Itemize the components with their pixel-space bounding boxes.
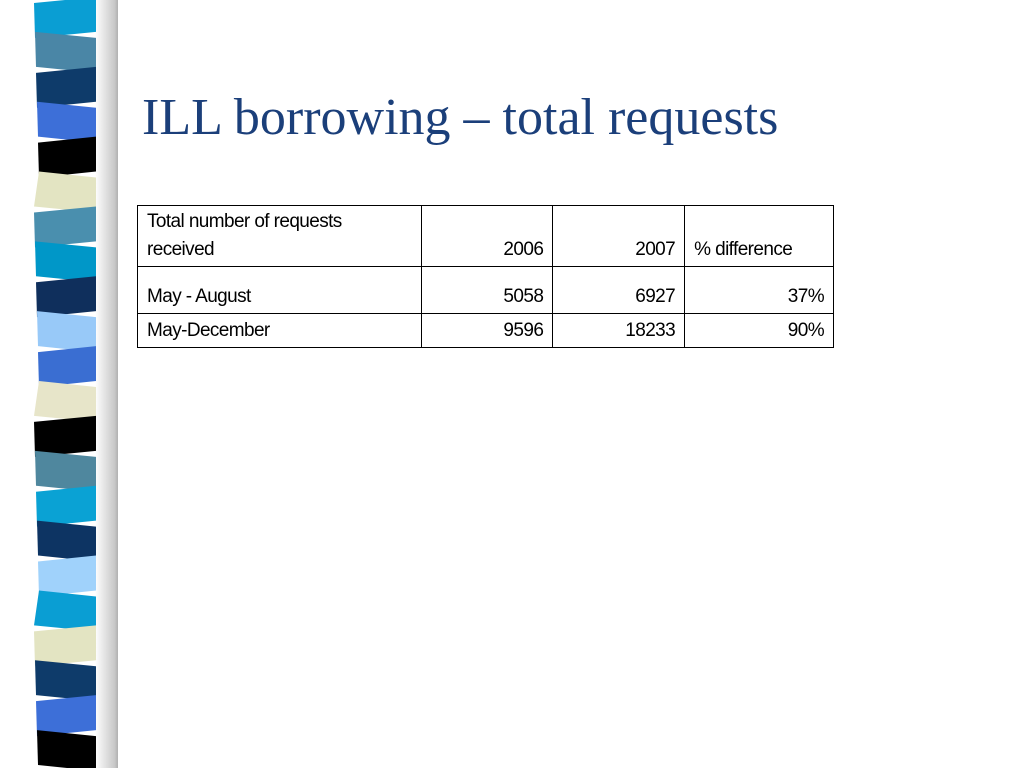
row-2006-cell: 5058 xyxy=(421,267,553,314)
stripe-segment xyxy=(36,486,96,527)
stripe-segment xyxy=(37,521,96,562)
band-shadow xyxy=(95,0,118,768)
table-row xyxy=(138,314,834,348)
row-label-cell: May - August xyxy=(138,267,422,314)
page-title: ILL borrowing – total requests xyxy=(142,89,779,146)
stripe-segment xyxy=(38,556,96,597)
header-diff-cell: % difference xyxy=(685,206,834,267)
stripe-segment xyxy=(34,416,96,457)
row-label-cell: May-December xyxy=(138,314,422,348)
stripe-segment xyxy=(35,241,96,282)
stripe-segment xyxy=(34,381,96,422)
table-row xyxy=(138,267,834,314)
row-diff-cell: 90% xyxy=(685,314,834,348)
stripe-segment xyxy=(35,32,96,73)
row-2007-cell: 18233 xyxy=(553,314,685,348)
stripe-segment xyxy=(34,590,96,631)
row-diff-cell: 37% xyxy=(685,267,834,314)
requests-table xyxy=(137,205,834,348)
stripe-segment xyxy=(34,0,96,38)
stripe-segment xyxy=(37,102,96,143)
stripe-segment xyxy=(37,730,96,768)
stripe-segment xyxy=(34,172,96,213)
header-2006-cell: 2006 xyxy=(421,206,553,267)
stripe-segment xyxy=(36,276,96,317)
stripe-segment xyxy=(35,451,96,492)
header-2007-cell: 2007 xyxy=(553,206,685,267)
stripe-segment xyxy=(38,137,96,178)
stripe-segment xyxy=(36,695,96,736)
stripe-segment xyxy=(36,67,96,108)
row-2007-cell: 6927 xyxy=(553,267,685,314)
decorative-stripe-band xyxy=(0,0,118,768)
stripe-segment xyxy=(34,625,96,666)
stripe-segment xyxy=(37,311,96,352)
stripe-segment xyxy=(35,660,96,701)
stripe-segment xyxy=(34,206,96,247)
header-label-cell: Total number of requests received xyxy=(138,206,422,267)
row-2006-cell: 9596 xyxy=(421,314,553,348)
stripe-segment xyxy=(38,346,96,387)
table-header-row xyxy=(138,206,834,267)
